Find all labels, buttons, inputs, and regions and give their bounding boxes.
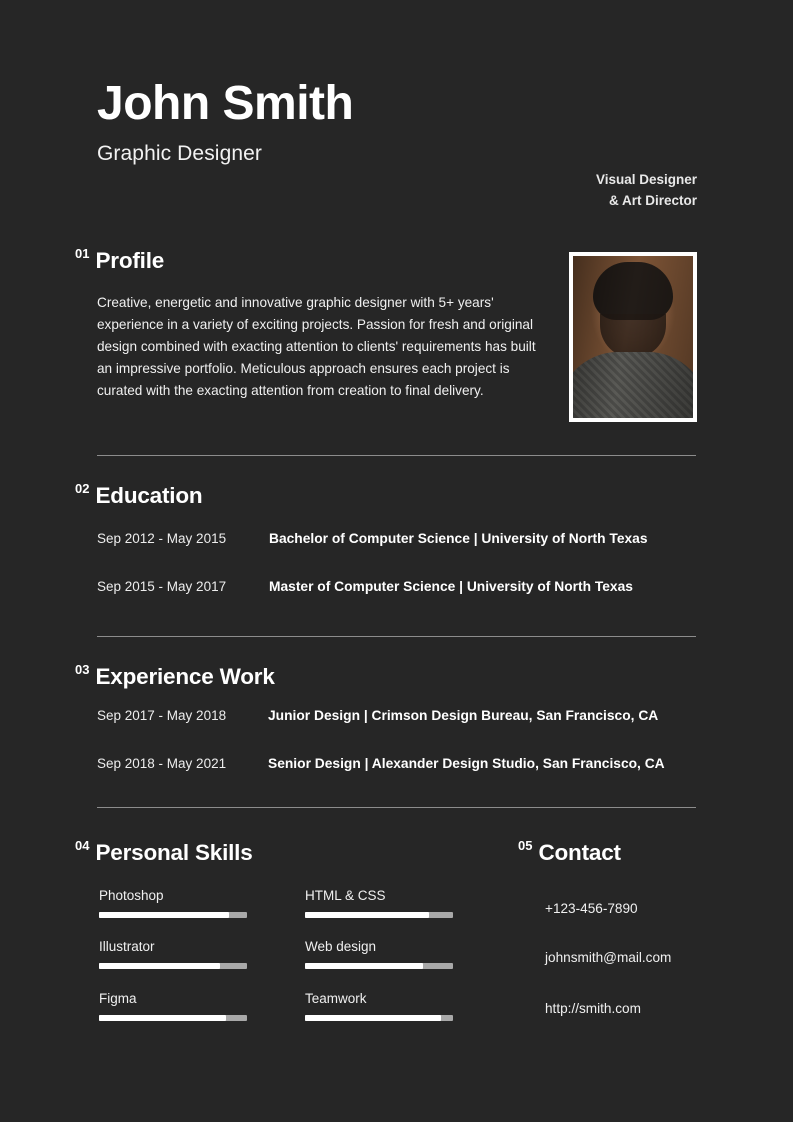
section-heading-profile [75, 248, 164, 274]
entry-description: Bachelor of Computer Science | University of North Texas [269, 531, 648, 546]
entry-date: Sep 2015 - May 2017 [97, 579, 227, 594]
section-heading-contact [518, 840, 621, 866]
page-title: John Smith [97, 77, 354, 130]
skill-bar-fill [99, 1015, 226, 1021]
section-title: Education [95, 483, 203, 508]
section-heading-experience [75, 664, 275, 690]
skill-item [305, 888, 453, 918]
entry-description: Master of Computer Science | University of North Texas [269, 579, 633, 594]
section-number: 03 [75, 662, 90, 677]
contact-website[interactable]: http://smith.com [545, 1001, 641, 1016]
skill-bar-fill [305, 912, 429, 918]
skill-item [99, 991, 247, 1021]
section-number: 05 [518, 838, 533, 853]
section-title: Experience Work [95, 664, 275, 689]
list-item [97, 531, 648, 546]
section-number: 02 [75, 481, 90, 496]
job-title: Graphic Designer [97, 141, 263, 165]
tagline-line-1: Visual Designer [595, 172, 697, 187]
skill-bar-track [305, 1015, 453, 1021]
skill-label: Figma [99, 991, 137, 1006]
section-title: Profile [95, 248, 165, 273]
skill-bar-fill [99, 912, 229, 918]
skill-label: Illustrator [99, 939, 155, 954]
list-item [97, 579, 633, 594]
skill-bar-track [99, 1015, 247, 1021]
skill-bar-fill [305, 1015, 441, 1021]
header-tagline [477, 170, 697, 212]
avatar [569, 252, 697, 422]
skill-bar-fill [305, 963, 423, 969]
tagline-line-2: & Art Director [608, 192, 697, 208]
skill-item [99, 939, 247, 969]
divider-2 [97, 636, 696, 637]
divider-3 [97, 807, 696, 808]
entry-description: Junior Design | Crimson Design Bureau, San Francisco, CA [268, 708, 659, 723]
entry-date: Sep 2017 - May 2018 [97, 708, 227, 723]
skill-bar-track [305, 963, 453, 969]
skill-bar-track [99, 963, 247, 969]
skill-item [305, 991, 453, 1021]
skill-label: HTML & CSS [305, 888, 386, 903]
entry-date: Sep 2012 - May 2015 [97, 531, 227, 546]
section-heading-education [75, 483, 202, 509]
skill-bar-fill [99, 963, 220, 969]
entry-date: Sep 2018 - May 2021 [97, 756, 227, 771]
profile-paragraph: Creative, energetic and innovative graphic designer with 5+ years' experience in a variety of exciting projects. Passion for fresh and original design combined with exacting attention to clients' requirements has built an impressive portfolio. Meticulous approach ensures each project is curated with the exacting attention from creation to final delivery. [97, 295, 536, 399]
section-heading-skills [75, 840, 253, 866]
skill-bar-track [99, 912, 247, 918]
resume-header [97, 77, 697, 208]
entry-description: Senior Design | Alexander Design Studio, San Francisco, CA [268, 756, 665, 771]
contact-phone[interactable]: +123-456-7890 [545, 901, 638, 916]
list-item [97, 756, 665, 771]
list-item [97, 708, 658, 723]
avatar-image [573, 256, 693, 418]
section-number: 01 [75, 246, 90, 261]
skill-bar-track [305, 912, 453, 918]
contact-email[interactable]: johnsmith@mail.com [545, 950, 672, 965]
skill-item [305, 939, 453, 969]
divider-1 [97, 455, 696, 456]
skill-label: Photoshop [99, 888, 164, 903]
skill-label: Teamwork [305, 991, 367, 1006]
skill-item [99, 888, 247, 918]
section-title: Personal Skills [95, 840, 253, 865]
avatar-shading [573, 256, 693, 418]
section-title: Contact [538, 840, 621, 865]
skill-label: Web design [305, 939, 377, 954]
section-number: 04 [75, 838, 90, 853]
